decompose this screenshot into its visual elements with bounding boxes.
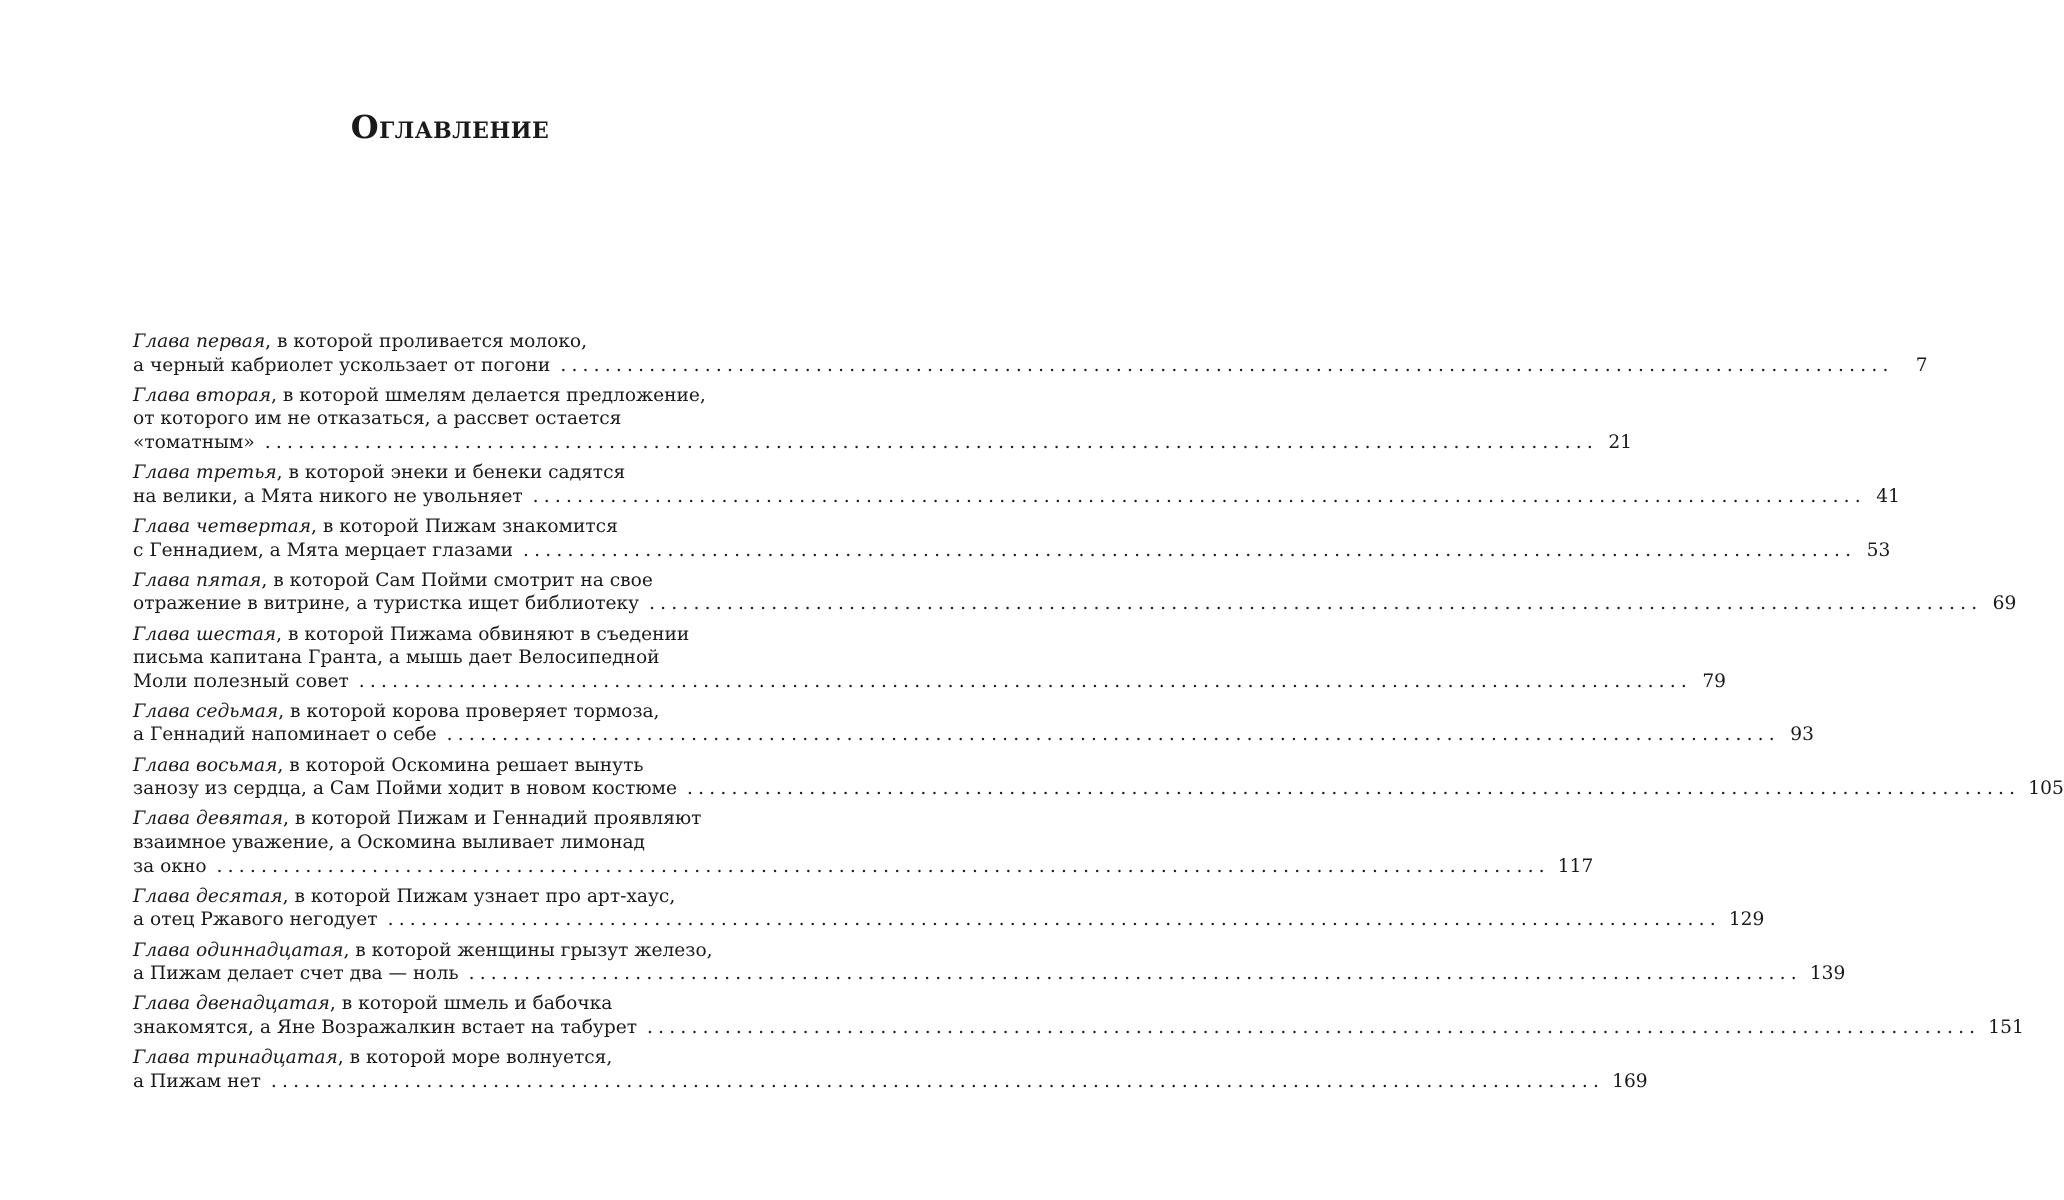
- page-number: 53: [1866, 539, 1891, 561]
- toc-entry-line: [133, 855, 1594, 879]
- toc-entry-line: [133, 992, 735, 1016]
- toc-entry-description: а Геннадий напоминает о себе: [133, 724, 437, 746]
- page-number: 139: [1809, 963, 1846, 985]
- page-title: Оглавление: [350, 108, 550, 146]
- dot-leader: ........................................................................................................................: [264, 431, 1598, 453]
- toc-entry-text: Глава пятая, в которой Сам Пойми смотрит на свое: [133, 569, 653, 591]
- table-of-contents: [133, 330, 2064, 1100]
- toc-entry-description: в которой Пижам знакомится: [322, 515, 618, 537]
- toc-entry-text: [133, 855, 207, 879]
- toc-entry-line: [133, 700, 735, 724]
- page-number: 117: [1557, 855, 1594, 877]
- toc-entry[interactable]: [133, 569, 2017, 616]
- toc-entry[interactable]: [133, 461, 1900, 508]
- toc-entry-line: [133, 831, 735, 855]
- toc-entry-description: на велики, а Мята никого не увольняет: [133, 485, 523, 507]
- toc-entry-description: письма капитана Гранта, а мышь дает Велосипедной: [133, 647, 660, 669]
- dot-leader: ........................................................................................................................: [647, 1016, 1981, 1038]
- toc-entry-description: знакомятся, а Яне Возражалкин встает на табурет: [133, 1016, 638, 1038]
- toc-entry-line: [133, 407, 735, 431]
- dot-leader: ........................................................................................................................: [687, 778, 2021, 800]
- toc-entry-description: в которой шмель и бабочка: [341, 993, 613, 1015]
- toc-entry-line: [133, 962, 1846, 986]
- dot-leader: ........................................................................................................................: [270, 1070, 1605, 1092]
- chapter-label: Глава четвертая: [133, 515, 312, 537]
- chapter-label: Глава вторая: [133, 384, 272, 406]
- toc-entry-description: а Пижам делает счет два — ноль: [133, 963, 459, 985]
- toc-entry-line: [133, 754, 735, 778]
- toc-entry-text: [133, 962, 459, 986]
- toc-entry-description: в которой Оскомина решает вынуть: [289, 754, 644, 776]
- toc-entry-line: [133, 384, 735, 408]
- toc-entry-text: [133, 354, 550, 378]
- toc-entry-text: [133, 485, 523, 509]
- toc-entry-text: Глава четвертая, в которой Пижам знакомится: [133, 515, 618, 537]
- toc-entry-line: [133, 1046, 735, 1070]
- toc-entry[interactable]: [133, 623, 1727, 694]
- toc-entry-text: Глава девятая, в которой Пижам и Геннадий проявляют: [133, 808, 702, 830]
- toc-entry-description: в которой корова проверяет тормоза,: [290, 700, 660, 722]
- toc-entry-text: Глава первая, в которой проливается молоко,: [133, 331, 588, 352]
- toc-entry-text: Глава тринадцатая, в которой море волнуется,: [133, 1047, 613, 1069]
- toc-entry-text: [133, 908, 378, 932]
- toc-entry-description: а Пижам нет: [133, 1070, 261, 1092]
- dot-leader: ........................................................................................................................: [468, 963, 1802, 985]
- page-number: 79: [1702, 670, 1727, 692]
- chapter-label: Глава пятая: [133, 569, 262, 591]
- page-number: 41: [1876, 485, 1900, 507]
- toc-entry-text: [133, 832, 645, 853]
- toc-entry-line: [133, 939, 735, 963]
- toc-entry-text: [133, 647, 660, 668]
- toc-entry-line: [133, 1070, 1648, 1094]
- toc-entry-description: а черный кабриолет ускользает от погони: [133, 354, 551, 376]
- toc-entry-description: в которой шмелям делается предложение,: [282, 384, 706, 406]
- toc-entry-description: в которой море волнуется,: [349, 1047, 613, 1069]
- toc-entry-description: в которой женщины грызут железо,: [355, 939, 713, 961]
- toc-entry-text: [133, 723, 437, 747]
- toc-entry-description: от которого им не отказаться, а рассвет остается: [133, 408, 622, 430]
- toc-entry-text: Глава восьмая, в которой Оскомина решает вынуть: [133, 754, 644, 776]
- toc-entry[interactable]: [133, 885, 1765, 932]
- toc-entry-line: [133, 461, 735, 485]
- dot-leader: ........................................................................................................................: [560, 354, 1894, 376]
- toc-entry-line: [133, 723, 1814, 747]
- toc-entry-description: в которой проливается молоко,: [276, 331, 588, 352]
- toc-entry-text: [133, 670, 349, 694]
- chapter-label: Глава тринадцатая: [133, 1047, 338, 1069]
- toc-entry-line: [133, 885, 735, 909]
- chapter-label: Глава одиннадцатая: [133, 939, 344, 961]
- toc-entry-description: в которой Пижам и Геннадий проявляют: [294, 808, 702, 830]
- toc-entry[interactable]: [133, 939, 1846, 986]
- page-number: 169: [1612, 1070, 1648, 1092]
- toc-entry-text: [133, 1016, 637, 1040]
- toc-entry-description: в которой Сам Пойми смотрит на свое: [273, 569, 653, 591]
- toc-entry-text: [133, 592, 639, 616]
- toc-entry-line: [133, 670, 1727, 694]
- toc-entry-line: [133, 592, 2017, 616]
- toc-entry-description: с Геннадием, а Мята мерцает глазами: [133, 539, 514, 561]
- toc-entry-line: [133, 539, 1891, 563]
- toc-entry-text: Глава третья, в которой энеки и бенеки садятся: [133, 462, 626, 484]
- dot-leader: ........................................................................................................................: [216, 855, 1550, 877]
- chapter-label: Глава десятая: [133, 885, 283, 907]
- chapter-label: Глава третья: [133, 462, 277, 484]
- toc-entry-description: в которой Пижама обвиняют в съедении: [287, 623, 690, 645]
- dot-leader: ........................................................................................................................: [446, 724, 1780, 746]
- toc-entry-description: занозу из сердца, а Сам Пойми ходит в новом костюме: [133, 778, 678, 800]
- toc-entry-description: в которой Пижам узнает про арт-хаус,: [294, 885, 676, 907]
- toc-entry-line: [133, 569, 735, 593]
- toc-entry-line: [133, 1016, 2024, 1040]
- toc-entry-line: [133, 623, 735, 647]
- toc-entry-text: [133, 431, 255, 455]
- dot-leader: ........................................................................................................................: [358, 670, 1693, 692]
- toc-entry-description: Моли полезный совет: [133, 670, 349, 692]
- page-number: 21: [1608, 431, 1632, 453]
- page-number: 151: [1988, 1016, 2024, 1038]
- toc-entry-text: Глава шестая, в которой Пижама обвиняют в съедении: [133, 623, 690, 645]
- toc-entry-description: «томатным»: [133, 431, 255, 453]
- toc-entry-line: [133, 515, 735, 539]
- dot-leader: ........................................................................................................................: [649, 593, 1983, 615]
- page-number: 69: [1992, 593, 2017, 615]
- toc-entry-description: в которой энеки и бенеки садятся: [288, 462, 626, 484]
- toc-entry-text: Глава одиннадцатая, в которой женщины грызут железо,: [133, 939, 713, 961]
- chapter-label: Глава девятая: [133, 808, 284, 830]
- toc-entry-line: [133, 777, 2064, 801]
- toc-entry-line: [133, 908, 1765, 932]
- chapter-label: Глава первая: [133, 331, 266, 352]
- toc-entry-line: [133, 330, 735, 354]
- toc-entry-text: [133, 539, 513, 563]
- chapter-label: Глава седьмая: [133, 700, 279, 722]
- page-number: 7: [1915, 354, 1928, 376]
- dot-leader: ........................................................................................................................: [523, 539, 1857, 561]
- toc-entry[interactable]: [133, 384, 1632, 455]
- toc-entry-line: [133, 431, 1632, 455]
- chapter-label: Глава шестая: [133, 623, 277, 645]
- toc-entry-line: [133, 646, 735, 670]
- chapter-label: Глава двенадцатая: [133, 993, 330, 1015]
- dot-leader: ........................................................................................................................: [532, 485, 1866, 507]
- toc-entry-text: Глава вторая, в которой шмелям делается предложение,: [133, 384, 706, 406]
- page-number: 105: [2028, 778, 2064, 800]
- toc-entry-text: Глава десятая, в которой Пижам узнает про арт-хаус,: [133, 885, 676, 907]
- toc-entry-line: [133, 807, 735, 831]
- page-number: 129: [1728, 909, 1765, 931]
- toc-entry-text: [133, 777, 677, 801]
- toc-entry[interactable]: [133, 807, 1594, 878]
- toc-entry[interactable]: [133, 515, 1891, 562]
- toc-entry-line: [133, 354, 1928, 378]
- toc-entry[interactable]: [133, 754, 2064, 801]
- toc-entry[interactable]: [133, 1046, 1648, 1093]
- toc-entry[interactable]: [133, 700, 1814, 747]
- toc-entry-description: а отец Ржавого негодует: [133, 909, 378, 931]
- toc-entry-description: за окно: [133, 855, 207, 877]
- toc-entry-text: [133, 408, 621, 429]
- dot-leader: ........................................................................................................................: [387, 909, 1721, 931]
- toc-entry-text: Глава двенадцатая, в которой шмель и бабочка: [133, 993, 613, 1015]
- page-number: 93: [1790, 724, 1814, 746]
- toc-entry[interactable]: [133, 330, 1928, 377]
- toc-entry-text: Глава седьмая, в которой корова проверяет тормоза,: [133, 700, 660, 722]
- toc-entry-text: [133, 1070, 261, 1094]
- toc-entry-description: отражение в витрине, а туристка ищет библиотеку: [133, 593, 640, 615]
- toc-entry-line: [133, 485, 1900, 509]
- chapter-label: Глава восьмая: [133, 754, 278, 776]
- toc-entry[interactable]: [133, 992, 2024, 1039]
- toc-entry-description: взаимное уважение, а Оскомина выливает лимонад: [133, 832, 645, 854]
